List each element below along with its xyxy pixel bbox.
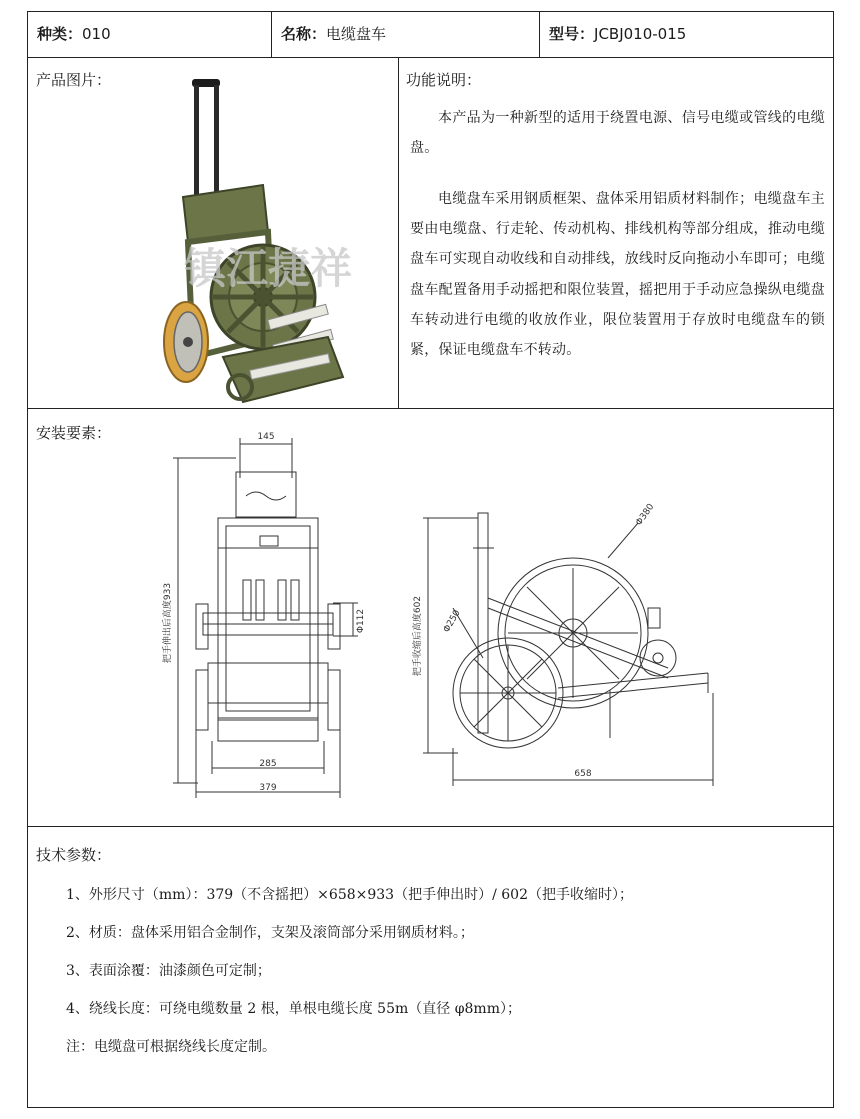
watermark: 镇江捷祥: [183, 244, 353, 293]
category-value: 010: [82, 25, 111, 43]
dim-hub-dia: Φ112: [356, 608, 366, 634]
model-label: 型号：: [549, 25, 595, 43]
dim-inner-width: 285: [259, 759, 277, 769]
front-view: [161, 432, 366, 798]
side-view: [411, 502, 713, 786]
function-paragraph-2: 电缆盘车采用钢质框架、盘体采用铝质材料制作；电缆盘车主要由电缆盘、行走轮、传动机构、排线机构等部分组成，推动电缆盘车可实现自动收线和自动排线，放线时反向拖动小车即可；电缆盘车配置备用手动摇把和限位装置，摇把用于手动应急操纵电缆盘车转动进行电缆的收放作业，限位装置用于存放时电缆盘车的锁紧，保证电缆盘车不转动。: [410, 191, 825, 359]
product-photo: [28, 57, 398, 408]
spec-item-3: 3、表面涂覆：油漆颜色可定制；: [66, 963, 271, 979]
photo-label: 产品图片：: [36, 71, 112, 89]
spec-item-1: 1、外形尺寸（mm）：379（不含摇把）×658×933（把手伸出时）/ 602（把手收缩时）；: [66, 887, 633, 903]
install-row: [28, 408, 833, 827]
spec-item-2: 2、材质：盘体采用铝合金制作，支架及滚筒部分采用钢质材料。；: [66, 925, 474, 941]
install-drawing: [28, 408, 833, 826]
model-value: JCBJ010-015: [594, 25, 687, 43]
product-sheet: [27, 11, 834, 1108]
photo-function-row: [28, 57, 833, 409]
dim-outer-width: 379: [259, 783, 277, 793]
dim-height-retracted: 把手收缩后高度602: [413, 595, 423, 677]
specs-label: 技术参数：: [36, 846, 112, 864]
dim-wheel-dia: Φ250: [441, 608, 463, 635]
function-cell: [398, 57, 833, 408]
install-label: 安装要素：: [36, 424, 112, 442]
dim-height-extended: 把手伸出后高度933: [163, 582, 173, 664]
specs-row: [28, 826, 833, 1107]
model-cell: [540, 12, 833, 57]
spec-item-4: 4、绕线长度：可绕电缆数量 2 根，单根电缆长度 55m（直径 φ8mm）；: [66, 1001, 521, 1017]
function-paragraph-1: 本产品为一种新型的适用于绕置电源、信号电缆或管线的电缆盘。: [410, 110, 825, 157]
category-label: 种类：: [37, 25, 83, 43]
function-label: 功能说明：: [406, 71, 482, 89]
dim-length: 658: [574, 769, 592, 779]
spec-note: 注：电缆盘可根据绕线长度定制。: [66, 1039, 276, 1055]
photo-cell: [28, 57, 399, 408]
dim-drum-dia: Φ380: [634, 502, 657, 528]
name-cell: [272, 12, 540, 57]
header-row: [28, 12, 833, 58]
dim-top-width: 145: [257, 432, 275, 442]
category-cell: [28, 12, 272, 57]
name-label: 名称：: [281, 25, 327, 43]
name-value: 电缆盘车: [326, 25, 387, 43]
